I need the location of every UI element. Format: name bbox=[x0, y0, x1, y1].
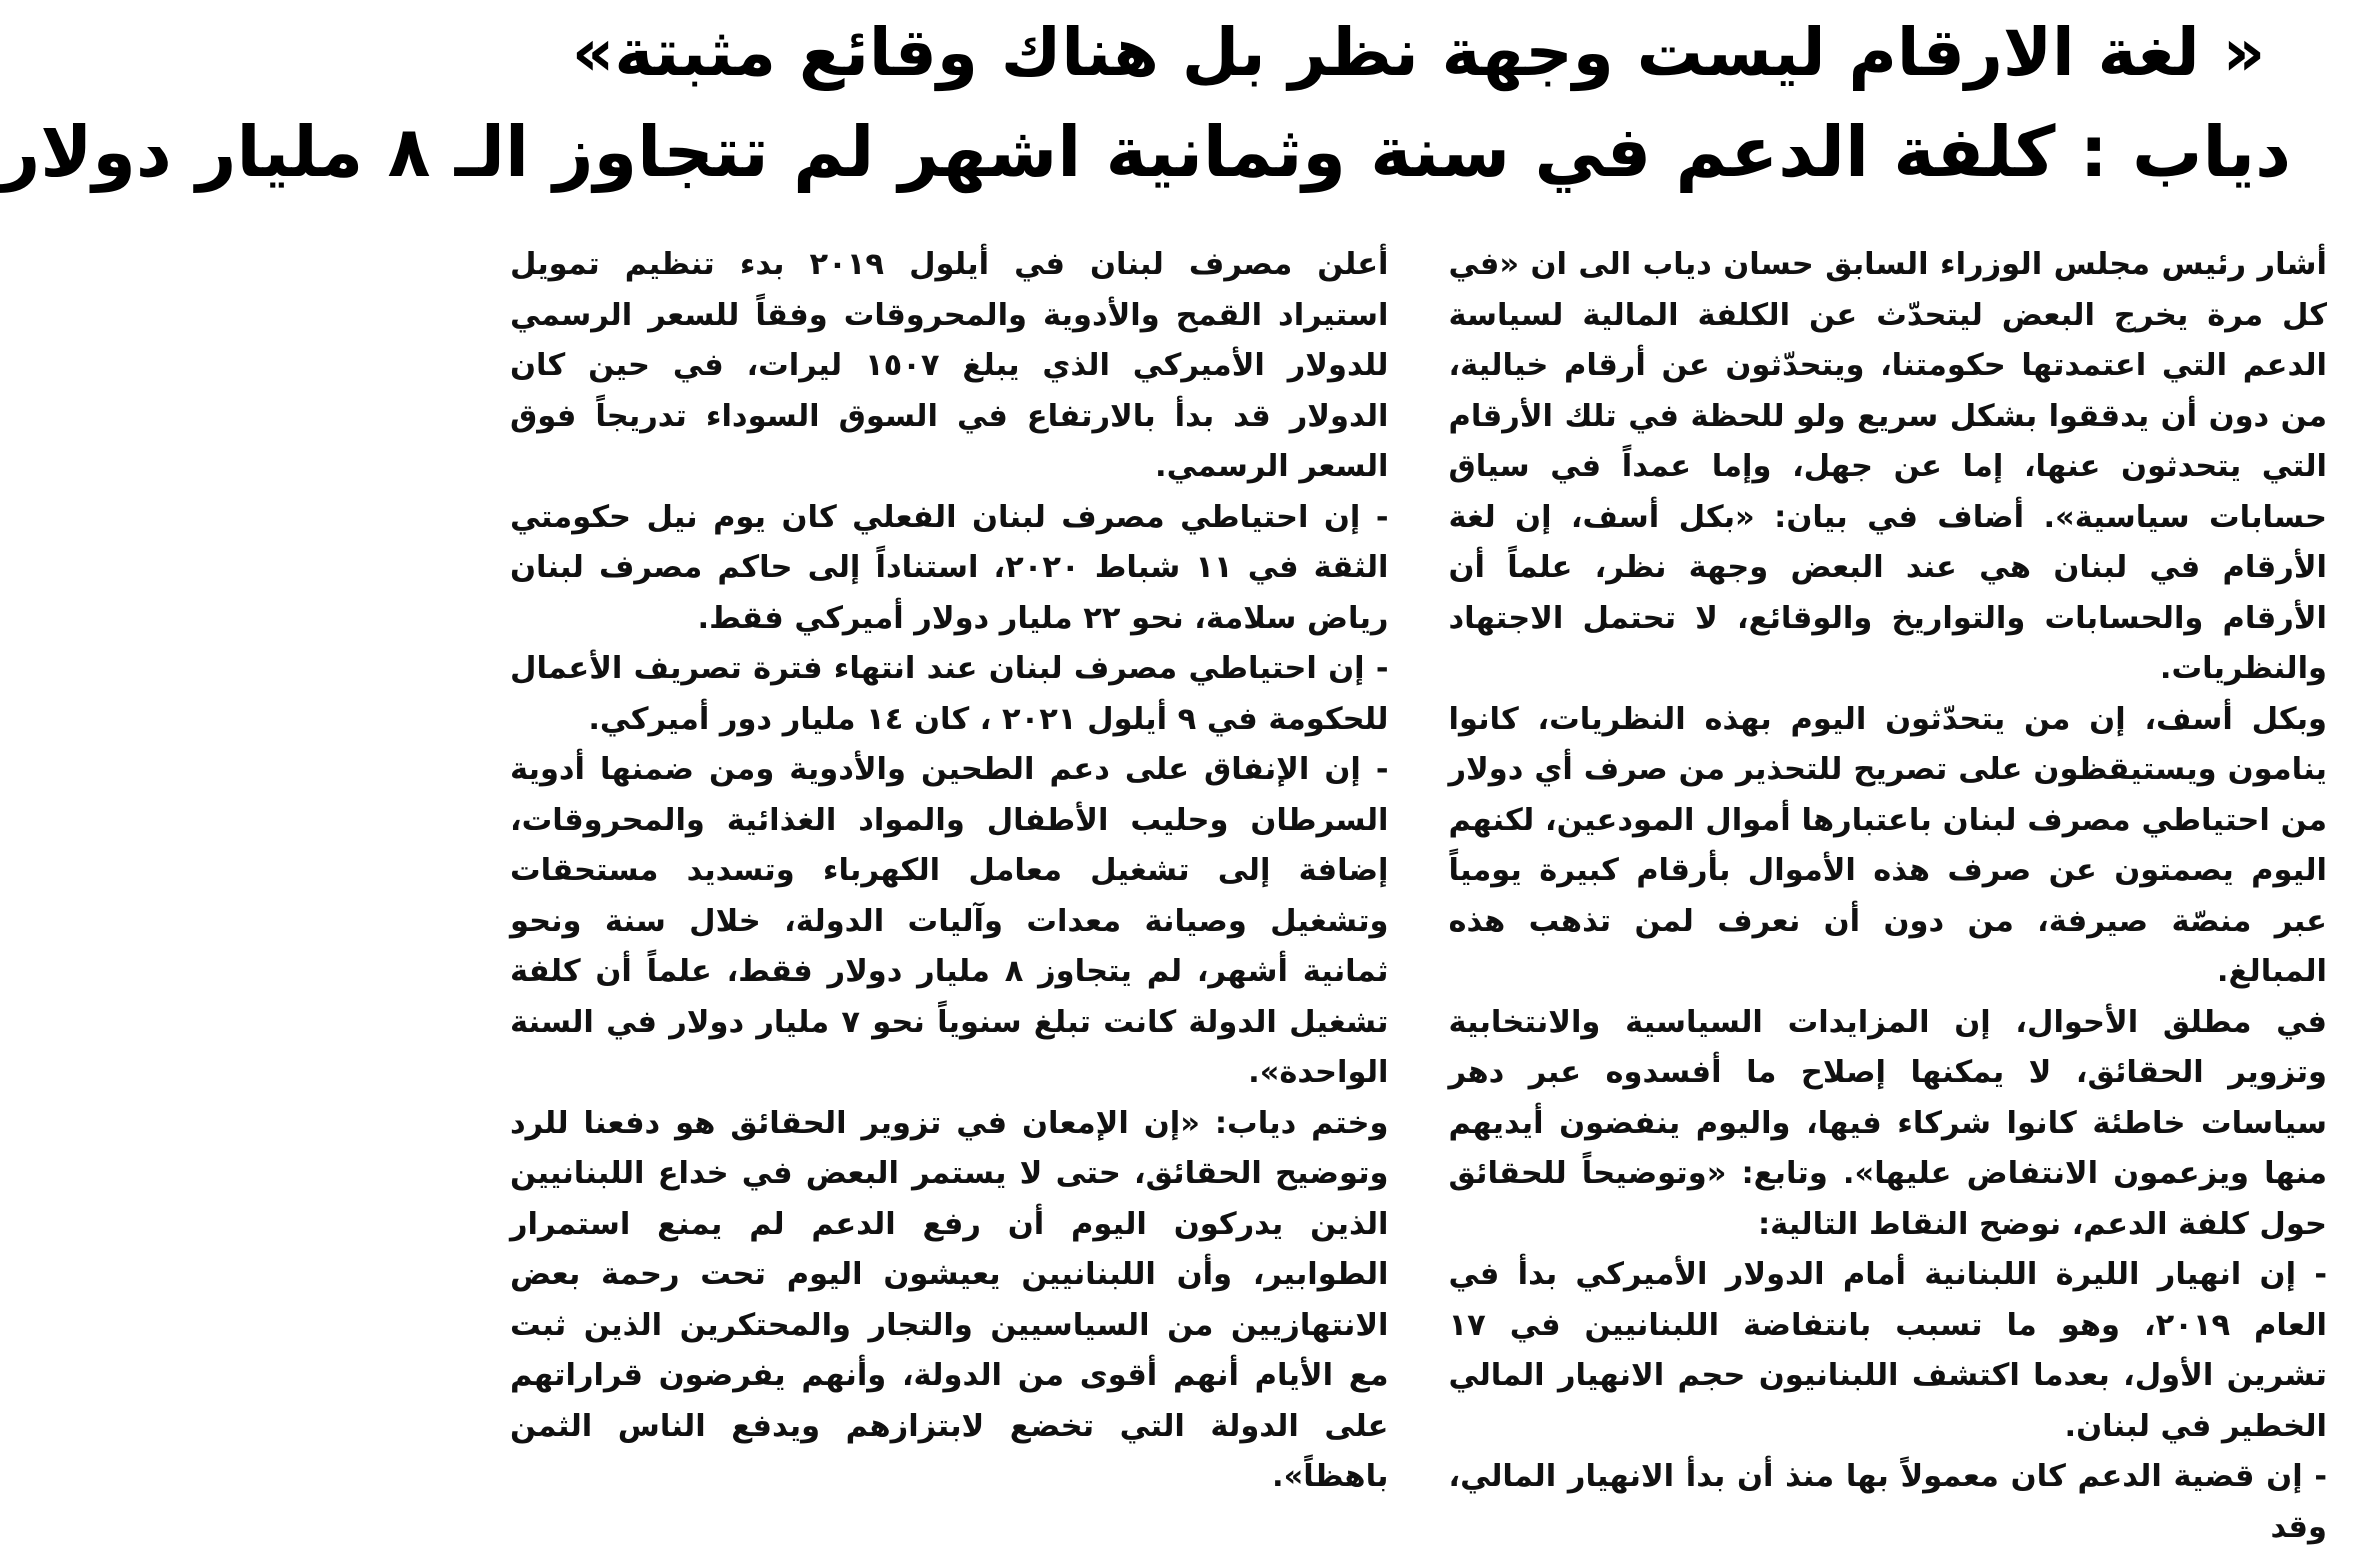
paragraph: - إن احتياطي مصرف لبنان الفعلي كان يوم نيل حكومتي الثقة في ١١ شباط ٢٠٢٠، استناداً إلى حاكم مصرف لبنان رياض سلامة، نحو ٢٢ مليار دولار أميركي فقط. bbox=[510, 499, 1389, 636]
paragraph: وختم دياب: «إن الإمعان في تزوير الحقائق هو دفعنا للرد وتوضيح الحقائق، حتى لا يستمر البعض في خداع اللبنانيين الذين يدركون اليوم أن رفع الدعم لم يمنع استمرار الطوابير، وأن اللبنانيين يعيشون اليوم تحت رحمة بعض الانتهازيين من السياسيين والتجار والمحتكرين الذين ثبت مع الأيام أنهم أقوى من الدولة، وأنهم يفرضون قراراتهم على الدولة التي تخضع لابتزازهم ويدفع الناس الثمن باهظاً». bbox=[510, 1105, 1389, 1494]
paragraph: أعلن مصرف لبنان في أيلول ٢٠١٩ بدء تنظيم تمويل استيراد القمح والأدوية والمحروقات وفقاً للسعر الرسمي للدولار الأميركي الذي يبلغ ١٥٠٧ ليرات، في حين كان الدولار قد بدأ بالارتفاع في السوق السوداء تدريجاً فوق السعر الرسمي. bbox=[510, 247, 1389, 484]
headline-secondary: دياب : كلفة الدعم في سنة وثمانية اشهر لم تتجاوز الـ ٨ مليار دولار bbox=[0, 111, 2291, 193]
paragraph: - إن احتياطي مصرف لبنان عند انتهاء فترة تصريف الأعمال للحكومة في ٩ أيلول ٢٠٢١ ، كان ١٤ مليار دور أميركي. bbox=[510, 651, 1389, 737]
paragraph: - إن الإنفاق على دعم الطحين والأدوية ومن ضمنها أدوية السرطان وحليب الأطفال والمواد الغذائية والمحروقات، إضافة إلى تشغيل معامل الكهرباء وتسديد مستحقات وتشغيل وصيانة معدات وآليات الدولة، خلال سنة ونحو ثمانية أشهر، لم يتجاوز ٨ مليار دولار فقط، علماً أن كلفة تشغيل الدولة كانت تبلغ سنوياً نحو ٧ مليار دولار في السنة الواحدة». bbox=[510, 752, 1389, 1090]
article-column-right bbox=[1448, 240, 2328, 1545]
paragraph: وبكل أسف، إن من يتحدّثون اليوم بهذه النظريات، كانوا ينامون ويستيقظون على تصريح للتحذير من صرف أي دولار من احتياطي مصرف لبنان باعتبارها أموال المودعين، لكنهم اليوم يصمتون عن صرف هذه الأموال بأرقام كبيرة يومياً عبر منصّة صيرفة، من دون أن نعرف لمن تذهب هذه المبالغ. bbox=[1448, 701, 2327, 989]
article-body bbox=[510, 240, 2327, 1545]
headline-primary: « لغة الارقام ليست وجهة نظر بل هناك وقائع مثبتة» bbox=[571, 14, 2266, 91]
paragraph: - إن انهيار الليرة اللبنانية أمام الدولار الأميركي بدأ في العام ٢٠١٩، وهو ما تسبب بانتفاضة اللبنانيين في ١٧ تشرين الأول، بعدما اكتشف اللبنانيون حجم الانهيار المالي الخطير في لبنان. bbox=[1448, 1257, 2327, 1444]
paragraph: أشار رئيس مجلس الوزراء السابق حسان دياب الى ان «في كل مرة يخرج البعض ليتحدّث عن الكلفة المالية لسياسة الدعم التي اعتمدتها حكومتنا، ويتحدّثون عن أرقام خيالية، من دون أن يدققوا بشكل سريع ولو للحظة في تلك الأرقام التي يتحدثون عنها، إما عن جهل، وإما عمداً في سياق حسابات سياسية». أضاف في بيان: «بكل أسف، إن لغة الأرقام في لبنان هي عند البعض وجهة نظر، علماً أن الأرقام والحسابات والتواريخ والوقائع، لا تحتمل الاجتهاد والنظريات. bbox=[1448, 247, 2327, 686]
article-column-left bbox=[510, 240, 1389, 1494]
paragraph: - إن قضية الدعم كان معمولاً بها منذ أن بدأ الانهيار المالي، وقد bbox=[1448, 1459, 2327, 1545]
paragraph: في مطلق الأحوال، إن المزايدات السياسية والانتخابية وتزوير الحقائق، لا يمكنها إصلاح ما أفسدوه عبر دهر سياسات خاطئة كانوا شركاء فيها، واليوم ينفضون أيديهم منها ويزعمون الانتفاض عليها». وتابع: «وتوضيحاً للحقائق حول كلفة الدعم، نوضح النقاط التالية: bbox=[1448, 1004, 2327, 1242]
